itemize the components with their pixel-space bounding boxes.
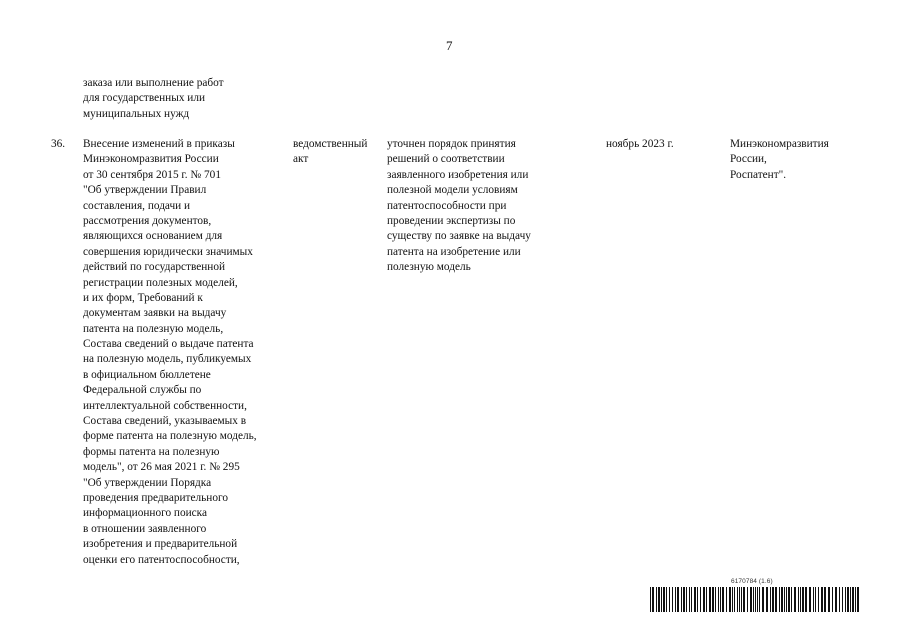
- text-line: ноябрь 2023 г.: [606, 138, 674, 150]
- column-responsible: [730, 137, 829, 183]
- text-line: уточнен порядок принятия: [387, 138, 516, 150]
- text-line: проведении экспертизы по: [387, 214, 516, 227]
- text-line: Минэкономразвития: [730, 138, 829, 150]
- text-line: документам заявки на выдачу: [83, 307, 227, 320]
- text-line: решений о соответствии: [387, 153, 505, 166]
- column-deadline: [606, 137, 674, 152]
- text-line: составления, подачи и: [83, 199, 191, 212]
- text-line: Состава сведений, указываемых в: [83, 415, 247, 428]
- text-line: патентоспособности при: [387, 199, 507, 212]
- text-line: рассмотрения документов,: [83, 214, 212, 227]
- text-line: патента на изобретение или: [387, 245, 521, 258]
- text-line: "Об утверждении Порядка: [83, 476, 212, 489]
- text-line: заявленного изобретения или: [387, 168, 529, 181]
- text-line: патента на полезную модель,: [83, 322, 224, 335]
- text-line: Внесение изменений в приказы: [83, 138, 235, 150]
- text-line: заказа или выполнение работ: [83, 77, 224, 89]
- text-line: в официальном бюллетене: [83, 368, 211, 381]
- text-line: информационного поиска: [83, 507, 208, 520]
- text-line: проведения предварительного: [83, 491, 228, 504]
- text-line: России,: [730, 153, 767, 166]
- text-line: ведомственный: [293, 138, 368, 150]
- text-line: в отношении заявленного: [83, 522, 207, 535]
- document-code: 6170784 (1.6): [731, 578, 773, 585]
- text-line: полезную модель: [387, 261, 471, 274]
- text-line: формы патента на полезную: [83, 445, 220, 458]
- barcode: [650, 587, 860, 612]
- text-line: регистрации полезных моделей,: [83, 276, 238, 289]
- text-line: для государственных или: [83, 92, 206, 105]
- text-line: и их форм, Требований к: [83, 291, 203, 304]
- text-line: на полезную модель, публикуемых: [83, 353, 252, 366]
- text-line: полезной модели условиям: [387, 184, 518, 197]
- text-line: изобретения и предварительной: [83, 538, 238, 551]
- text-line: Федеральной службы по: [83, 384, 202, 397]
- text-line: существу по заявке на выдачу: [387, 230, 531, 243]
- text-line: от 30 сентября 2015 г. № 701: [83, 168, 221, 181]
- row-number-text: 36.: [51, 138, 66, 150]
- text-line: действий по государственной: [83, 261, 226, 274]
- text-line: "Об утверждении Правил: [83, 184, 207, 197]
- text-line: оценки его патентоспособности,: [83, 553, 240, 566]
- text-line: Минэкономразвития России: [83, 153, 219, 166]
- text-line: Роспатент".: [730, 168, 787, 181]
- text-line: совершения юридически значимых: [83, 245, 253, 258]
- column-expected-result: [387, 137, 531, 276]
- text-line: интеллектуальной собственности,: [83, 399, 247, 412]
- text-line: акт: [293, 153, 309, 166]
- text-line: муниципальных нужд: [83, 107, 190, 120]
- text-line: Состава сведений о выдаче патента: [83, 338, 254, 351]
- text-line: являющихся основанием для: [83, 230, 223, 243]
- column-measure-name: [83, 137, 257, 568]
- row-number: [51, 137, 65, 152]
- text-line: модель", от 26 мая 2021 г. № 295: [83, 461, 240, 474]
- continuation-text: [83, 76, 224, 122]
- page-number: 7: [446, 38, 453, 53]
- column-act-type: [293, 137, 367, 168]
- text-line: форме патента на полезную модель,: [83, 430, 257, 443]
